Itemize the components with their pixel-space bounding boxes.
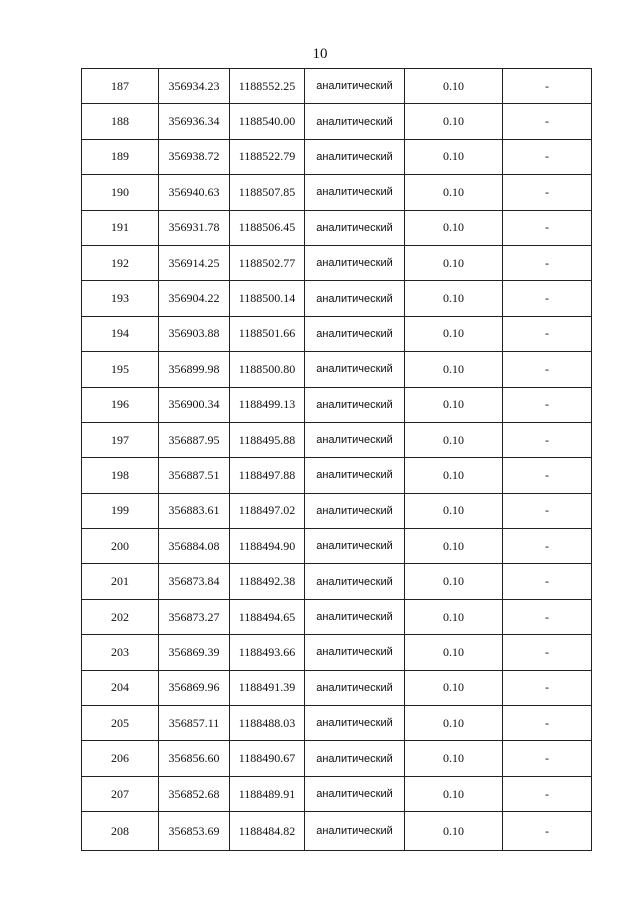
point-number-cell: 201 — [82, 564, 159, 599]
method-cell: аналитический — [305, 776, 405, 811]
x-coordinate-cell: 356934.23 — [159, 69, 230, 104]
x-coordinate-cell: 356853.69 — [159, 812, 230, 851]
method-cell: аналитический — [305, 670, 405, 705]
accuracy-cell: 0.10 — [405, 564, 503, 599]
note-cell: - — [503, 422, 592, 457]
method-cell: аналитический — [305, 741, 405, 776]
x-coordinate-cell: 356884.08 — [159, 529, 230, 564]
table-row — [82, 352, 592, 387]
point-number-cell: 197 — [82, 422, 159, 457]
accuracy-cell: 0.10 — [405, 422, 503, 457]
y-coordinate-cell: 1188491.39 — [230, 670, 305, 705]
point-number-cell: 200 — [82, 529, 159, 564]
point-number-cell: 188 — [82, 104, 159, 139]
accuracy-cell: 0.10 — [405, 139, 503, 174]
point-number-cell: 195 — [82, 352, 159, 387]
note-cell: - — [503, 352, 592, 387]
table-row — [82, 741, 592, 776]
y-coordinate-cell: 1188493.66 — [230, 635, 305, 670]
point-number-cell: 193 — [82, 281, 159, 316]
method-cell: аналитический — [305, 635, 405, 670]
accuracy-cell: 0.10 — [405, 352, 503, 387]
method-cell: аналитический — [305, 104, 405, 139]
note-cell: - — [503, 599, 592, 634]
y-coordinate-cell: 1188499.13 — [230, 387, 305, 422]
method-cell: аналитический — [305, 352, 405, 387]
point-number-cell: 187 — [82, 69, 159, 104]
y-coordinate-cell: 1188501.66 — [230, 316, 305, 351]
point-number-cell: 192 — [82, 245, 159, 280]
table-row — [82, 812, 592, 851]
table-row — [82, 599, 592, 634]
y-coordinate-cell: 1188522.79 — [230, 139, 305, 174]
x-coordinate-cell: 356899.98 — [159, 352, 230, 387]
method-cell: аналитический — [305, 69, 405, 104]
accuracy-cell: 0.10 — [405, 104, 503, 139]
method-cell: аналитический — [305, 493, 405, 528]
y-coordinate-cell: 1188494.90 — [230, 529, 305, 564]
method-cell: аналитический — [305, 175, 405, 210]
note-cell: - — [503, 564, 592, 599]
coordinates-table-body — [82, 69, 592, 851]
y-coordinate-cell: 1188507.85 — [230, 175, 305, 210]
y-coordinate-cell: 1188495.88 — [230, 422, 305, 457]
note-cell: - — [503, 104, 592, 139]
x-coordinate-cell: 356852.68 — [159, 776, 230, 811]
table-row — [82, 493, 592, 528]
note-cell: - — [503, 706, 592, 741]
point-number-cell: 208 — [82, 812, 159, 851]
table-row — [82, 210, 592, 245]
point-number-cell: 191 — [82, 210, 159, 245]
accuracy-cell: 0.10 — [405, 281, 503, 316]
method-cell: аналитический — [305, 529, 405, 564]
note-cell: - — [503, 175, 592, 210]
table-row — [82, 670, 592, 705]
point-number-cell: 202 — [82, 599, 159, 634]
x-coordinate-cell: 356914.25 — [159, 245, 230, 280]
method-cell: аналитический — [305, 281, 405, 316]
table-row — [82, 564, 592, 599]
note-cell: - — [503, 670, 592, 705]
accuracy-cell: 0.10 — [405, 741, 503, 776]
x-coordinate-cell: 356887.95 — [159, 422, 230, 457]
method-cell: аналитический — [305, 210, 405, 245]
note-cell: - — [503, 635, 592, 670]
x-coordinate-cell: 356869.39 — [159, 635, 230, 670]
note-cell: - — [503, 529, 592, 564]
x-coordinate-cell: 356900.34 — [159, 387, 230, 422]
note-cell: - — [503, 210, 592, 245]
y-coordinate-cell: 1188506.45 — [230, 210, 305, 245]
note-cell: - — [503, 245, 592, 280]
accuracy-cell: 0.10 — [405, 245, 503, 280]
note-cell: - — [503, 139, 592, 174]
accuracy-cell: 0.10 — [405, 493, 503, 528]
y-coordinate-cell: 1188492.38 — [230, 564, 305, 599]
x-coordinate-cell: 356887.51 — [159, 458, 230, 493]
method-cell: аналитический — [305, 706, 405, 741]
table-row — [82, 776, 592, 811]
x-coordinate-cell: 356873.27 — [159, 599, 230, 634]
note-cell: - — [503, 281, 592, 316]
accuracy-cell: 0.10 — [405, 706, 503, 741]
accuracy-cell: 0.10 — [405, 599, 503, 634]
x-coordinate-cell: 356904.22 — [159, 281, 230, 316]
x-coordinate-cell: 356857.11 — [159, 706, 230, 741]
accuracy-cell: 0.10 — [405, 635, 503, 670]
x-coordinate-cell: 356856.60 — [159, 741, 230, 776]
x-coordinate-cell: 356903.88 — [159, 316, 230, 351]
accuracy-cell: 0.10 — [405, 458, 503, 493]
note-cell: - — [503, 458, 592, 493]
table-row — [82, 139, 592, 174]
y-coordinate-cell: 1188490.67 — [230, 741, 305, 776]
y-coordinate-cell: 1188502.77 — [230, 245, 305, 280]
table-row — [82, 529, 592, 564]
note-cell: - — [503, 493, 592, 528]
y-coordinate-cell: 1188500.14 — [230, 281, 305, 316]
y-coordinate-cell: 1188500.80 — [230, 352, 305, 387]
method-cell: аналитический — [305, 458, 405, 493]
point-number-cell: 204 — [82, 670, 159, 705]
note-cell: - — [503, 316, 592, 351]
note-cell: - — [503, 776, 592, 811]
y-coordinate-cell: 1188494.65 — [230, 599, 305, 634]
accuracy-cell: 0.10 — [405, 387, 503, 422]
point-number-cell: 190 — [82, 175, 159, 210]
method-cell: аналитический — [305, 564, 405, 599]
note-cell: - — [503, 69, 592, 104]
y-coordinate-cell: 1188497.88 — [230, 458, 305, 493]
table-row — [82, 458, 592, 493]
method-cell: аналитический — [305, 139, 405, 174]
x-coordinate-cell: 356938.72 — [159, 139, 230, 174]
method-cell: аналитический — [305, 812, 405, 851]
table-row — [82, 281, 592, 316]
method-cell: аналитический — [305, 245, 405, 280]
accuracy-cell: 0.10 — [405, 670, 503, 705]
accuracy-cell: 0.10 — [405, 776, 503, 811]
point-number-cell: 205 — [82, 706, 159, 741]
accuracy-cell: 0.10 — [405, 316, 503, 351]
table-row — [82, 245, 592, 280]
table-row — [82, 706, 592, 741]
point-number-cell: 196 — [82, 387, 159, 422]
x-coordinate-cell: 356931.78 — [159, 210, 230, 245]
point-number-cell: 199 — [82, 493, 159, 528]
method-cell: аналитический — [305, 599, 405, 634]
table-row — [82, 175, 592, 210]
y-coordinate-cell: 1188488.03 — [230, 706, 305, 741]
x-coordinate-cell: 356873.84 — [159, 564, 230, 599]
point-number-cell: 194 — [82, 316, 159, 351]
note-cell: - — [503, 812, 592, 851]
point-number-cell: 203 — [82, 635, 159, 670]
table-row — [82, 316, 592, 351]
x-coordinate-cell: 356869.96 — [159, 670, 230, 705]
page-number: 10 — [312, 46, 328, 62]
y-coordinate-cell: 1188497.02 — [230, 493, 305, 528]
accuracy-cell: 0.10 — [405, 69, 503, 104]
y-coordinate-cell: 1188489.91 — [230, 776, 305, 811]
x-coordinate-cell: 356940.63 — [159, 175, 230, 210]
y-coordinate-cell: 1188540.00 — [230, 104, 305, 139]
table-row — [82, 69, 592, 104]
note-cell: - — [503, 741, 592, 776]
method-cell: аналитический — [305, 316, 405, 351]
accuracy-cell: 0.10 — [405, 175, 503, 210]
point-number-cell: 198 — [82, 458, 159, 493]
table-row — [82, 104, 592, 139]
note-cell: - — [503, 387, 592, 422]
accuracy-cell: 0.10 — [405, 812, 503, 851]
coordinates-table — [81, 68, 592, 851]
table-row — [82, 387, 592, 422]
y-coordinate-cell: 1188552.25 — [230, 69, 305, 104]
x-coordinate-cell: 356883.61 — [159, 493, 230, 528]
x-coordinate-cell: 356936.34 — [159, 104, 230, 139]
point-number-cell: 206 — [82, 741, 159, 776]
point-number-cell: 207 — [82, 776, 159, 811]
method-cell: аналитический — [305, 422, 405, 457]
table-row — [82, 422, 592, 457]
point-number-cell: 189 — [82, 139, 159, 174]
table-row — [82, 635, 592, 670]
accuracy-cell: 0.10 — [405, 210, 503, 245]
y-coordinate-cell: 1188484.82 — [230, 812, 305, 851]
method-cell: аналитический — [305, 387, 405, 422]
accuracy-cell: 0.10 — [405, 529, 503, 564]
